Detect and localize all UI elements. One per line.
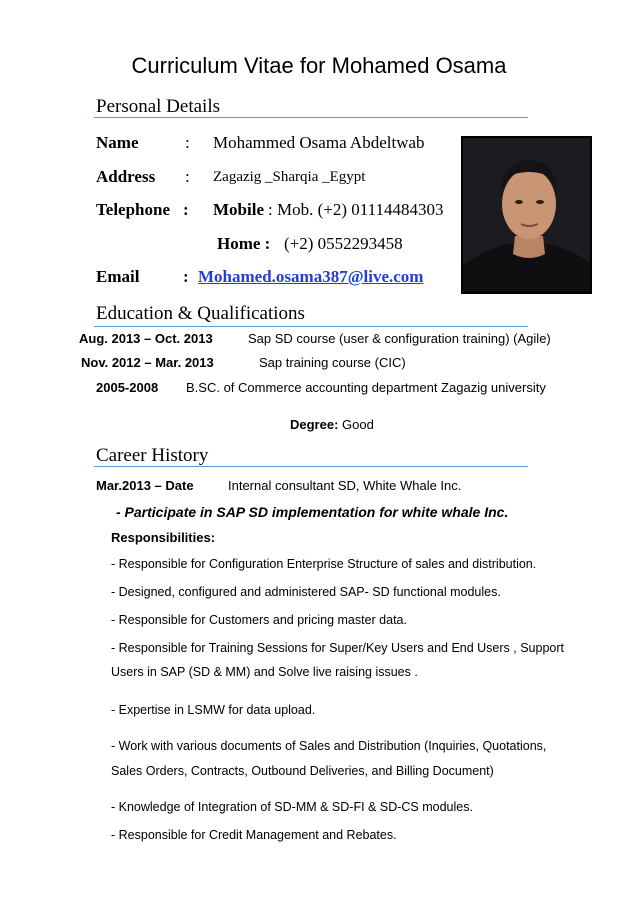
home-value: (+2) 0552293458	[284, 234, 403, 253]
responsibility-item: Sales Orders, Contracts, Outbound Deliveries, and Billing Document)	[111, 764, 494, 778]
home-label: Home :	[217, 234, 271, 253]
degree-line	[290, 417, 374, 432]
section-rule	[94, 326, 528, 327]
degree-value: Good	[338, 417, 374, 432]
colon: :	[183, 200, 189, 219]
mobile-value: : Mob. (+2) 01114484303	[268, 200, 444, 219]
degree-label: Degree:	[290, 417, 339, 432]
education-date: Nov. 2012 – Mar. 2013	[81, 355, 214, 370]
email-link[interactable]: Mohamed.osama387@live.com	[198, 267, 424, 286]
education-desc: B.SC. of Commerce accounting department Zagazig university	[186, 380, 546, 395]
responsibilities-heading: Responsibilities:	[111, 530, 216, 545]
responsibility-item: - Work with various documents of Sales and Distribution (Inquiries, Quotations,	[111, 739, 547, 753]
address-label: Address	[96, 167, 156, 186]
colon: :	[185, 133, 190, 152]
name-label: Name	[96, 133, 139, 152]
career-project: - Participate in SAP SD implementation for white whale Inc.	[116, 504, 509, 520]
career-date: Mar.2013 – Date	[96, 478, 194, 493]
portrait-image	[463, 138, 592, 294]
section-rule	[94, 466, 528, 467]
page-title: Curriculum Vitae for Mohamed Osama	[131, 53, 507, 78]
profile-photo	[461, 136, 592, 294]
responsibility-item: Users in SAP (SD & MM) and Solve live raising issues .	[111, 665, 418, 679]
education-date: 2005-2008	[96, 380, 159, 395]
career-position: Internal consultant SD, White Whale Inc.	[228, 478, 462, 493]
colon: :	[183, 267, 189, 286]
responsibility-item: - Responsible for Credit Management and Rebates.	[111, 828, 397, 842]
responsibility-item: - Responsible for Customers and pricing master data.	[111, 613, 407, 627]
name-value: Mohammed Osama Abdeltwab	[213, 133, 425, 152]
section-heading-education: Education & Qualifications	[96, 303, 305, 324]
education-desc: Sap SD course (user & configuration training) (Agile)	[248, 331, 551, 346]
responsibility-item: - Responsible for Training Sessions for Super/Key Users and End Users , Support	[111, 641, 564, 655]
address-value: Zagazig _Sharqia _Egypt	[213, 169, 366, 185]
section-heading-personal: Personal Details	[96, 96, 221, 117]
telephone-label: Telephone	[96, 200, 171, 219]
responsibility-item: - Responsible for Configuration Enterprise Structure of sales and distribution.	[111, 557, 537, 571]
section-heading-career: Career History	[96, 445, 209, 466]
education-date: Aug. 2013 – Oct. 2013	[79, 331, 213, 346]
education-desc: Sap training course (CIC)	[259, 355, 406, 370]
responsibility-item: - Knowledge of Integration of SD-MM & SD-FI & SD-CS modules.	[111, 800, 473, 814]
mobile-label: Mobile	[213, 200, 264, 219]
email-label: Email	[96, 267, 140, 286]
section-rule	[94, 117, 528, 118]
responsibility-item: - Designed, configured and administered SAP- SD functional modules.	[111, 585, 501, 599]
colon: :	[185, 167, 190, 186]
responsibility-item: - Expertise in LSMW for data upload.	[111, 703, 316, 717]
